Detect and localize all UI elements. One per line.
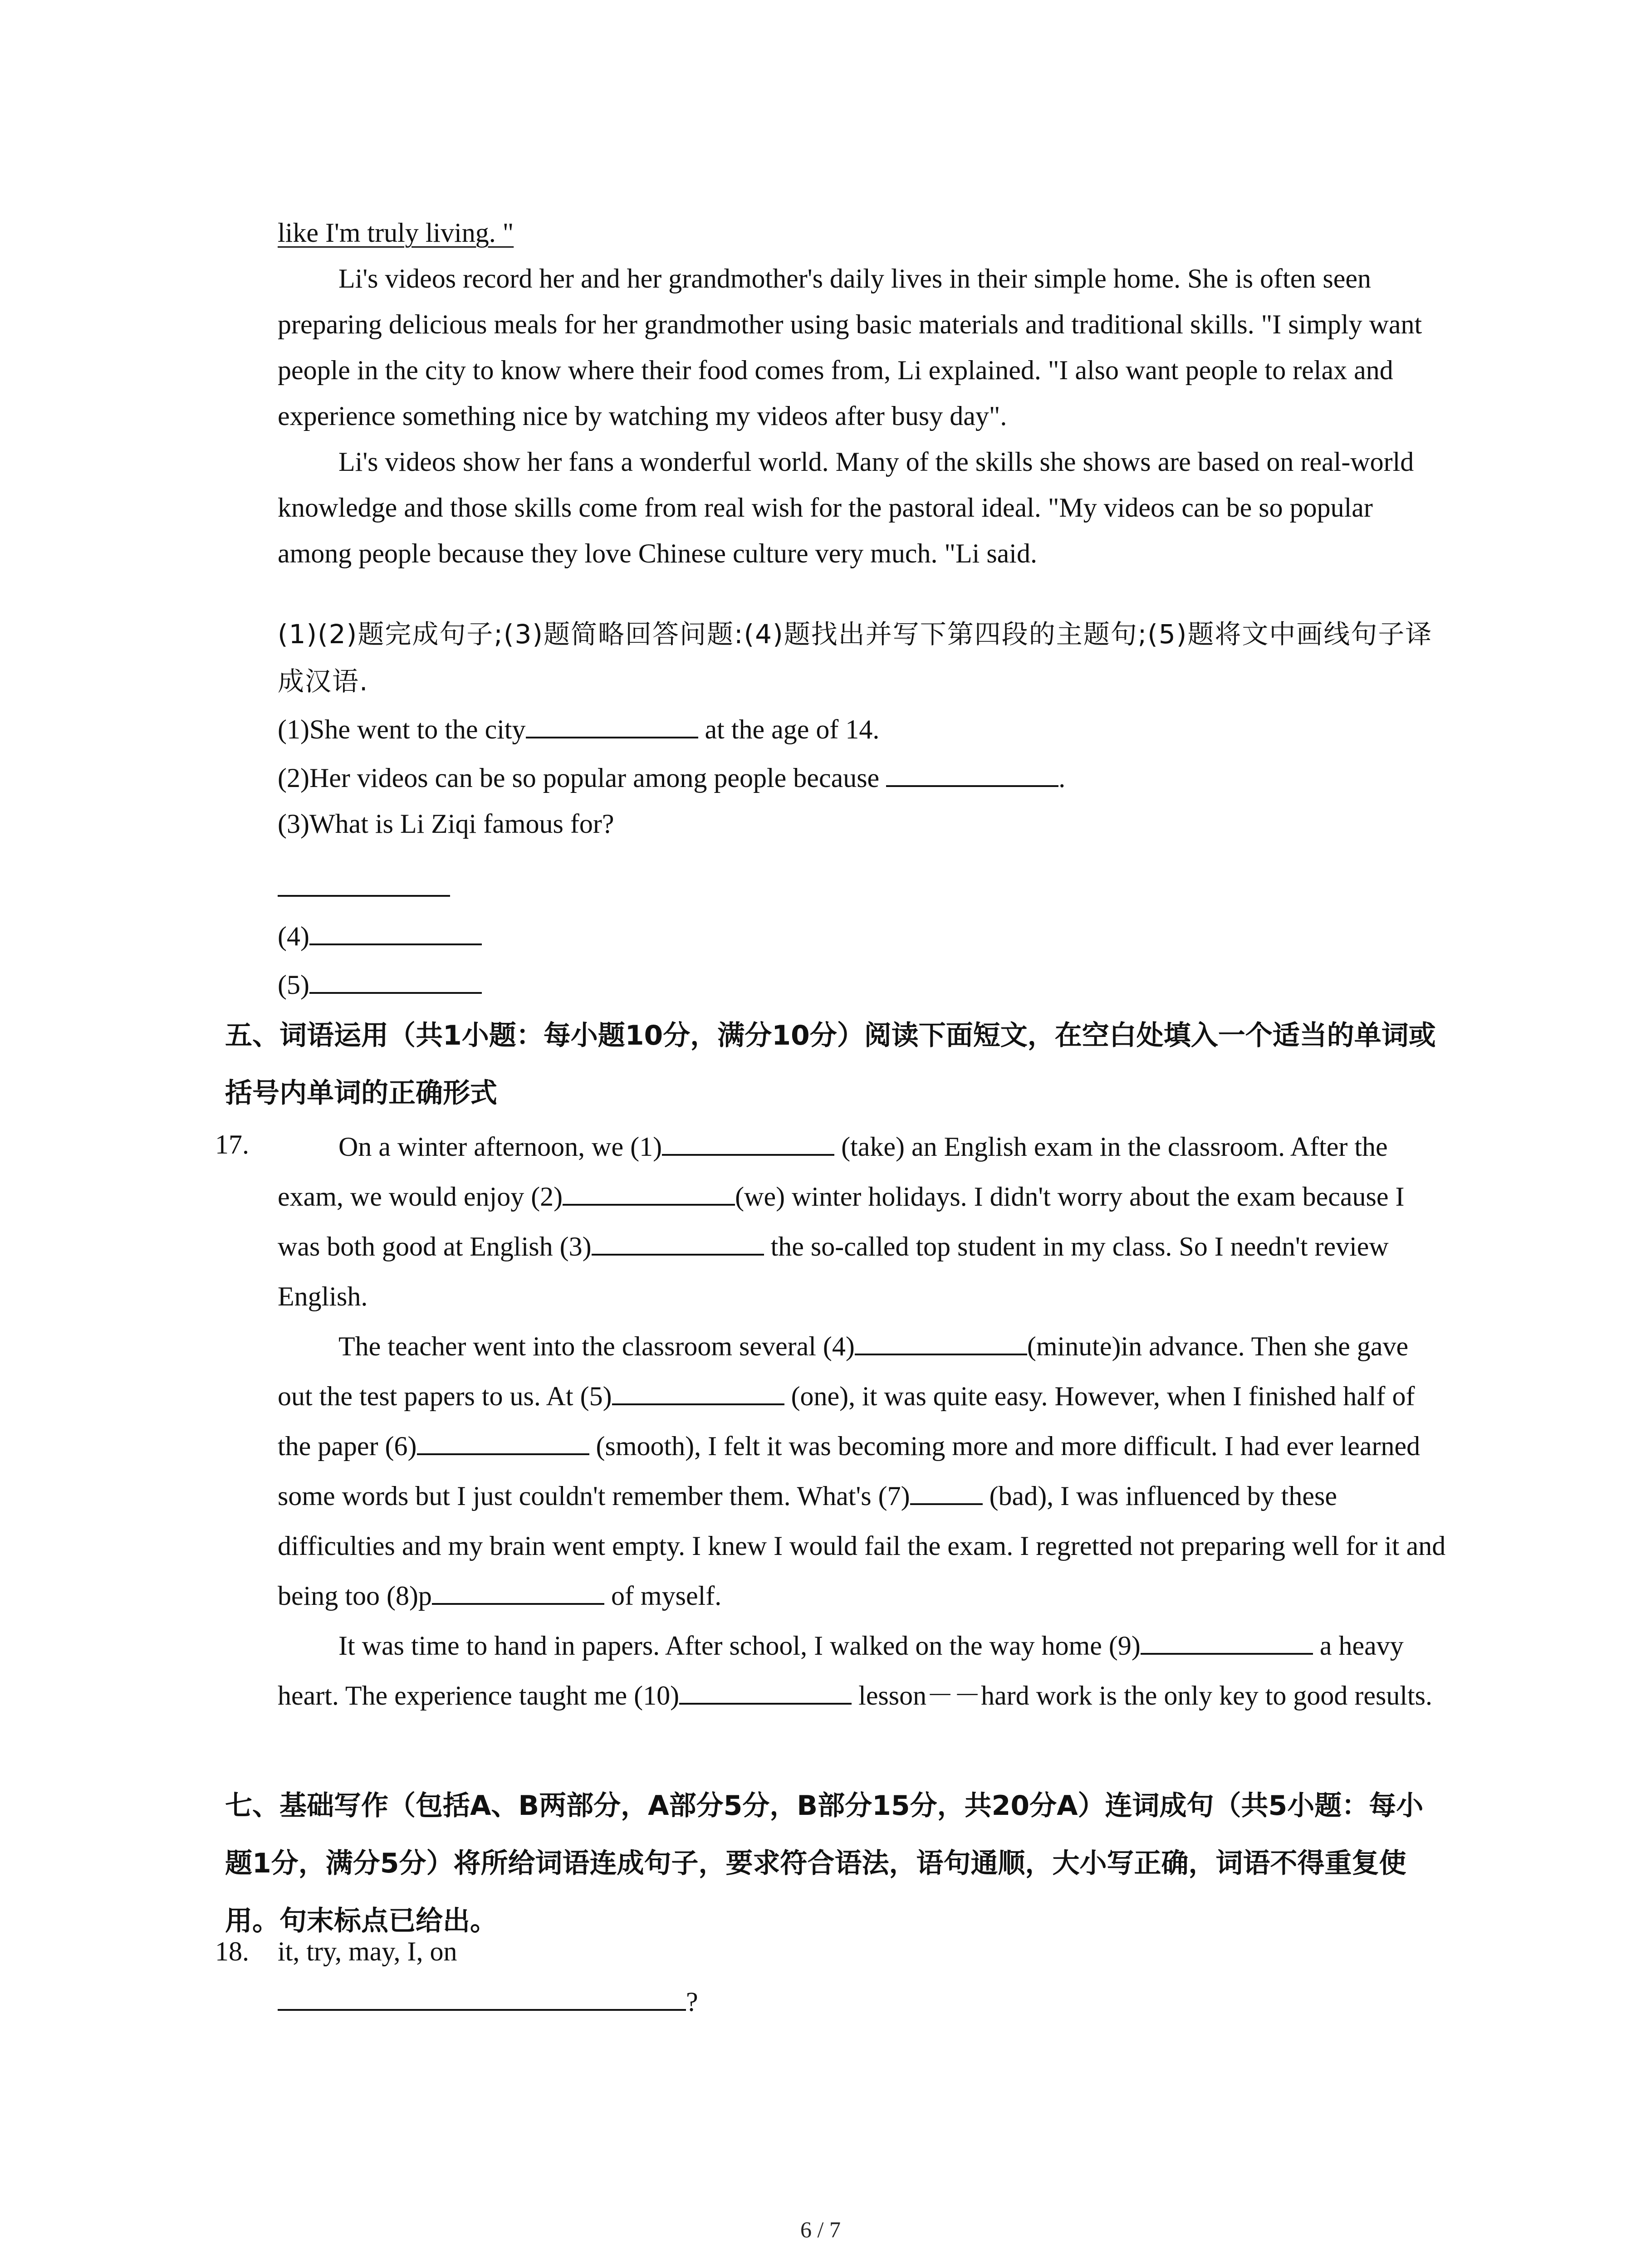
question-number: 18. bbox=[215, 1936, 249, 1966]
answer-blank-8[interactable] bbox=[432, 1577, 604, 1605]
answer-blank[interactable] bbox=[526, 710, 698, 738]
section-7-heading-block bbox=[225, 1777, 1450, 1950]
question-instructions: (1)(2)题完成句子;(3)题简略回答问题:(4)题找出并写下第四段的主题句;(5)题将文中画线句子译成汉语. bbox=[278, 619, 1433, 697]
answer-blank[interactable] bbox=[309, 917, 482, 945]
sub-question-2: (2)Her videos can be so popular among people because . bbox=[278, 755, 1448, 801]
page-number: 6 / 7 bbox=[800, 2217, 841, 2242]
answer-blank-3[interactable] bbox=[592, 1227, 764, 1256]
section-heading: 七、基础写作（包括A、B两部分，A部分5分，B部分15分，共20分A）连词成句（共5小题：每小题1分，满分5分）将所给词语连成句子，要求符合语法，语句通顺，大小写正确，词语不得重复使用。句末标点已给出。 bbox=[225, 1790, 1424, 1937]
answer-blank[interactable] bbox=[309, 966, 482, 994]
underlined-sentence: like I'm truly living. " bbox=[278, 218, 514, 248]
answer-blank[interactable] bbox=[886, 759, 1058, 787]
sub-question-3: (3)What is Li Ziqi famous for? bbox=[278, 809, 614, 839]
question-number: 17. bbox=[215, 1129, 249, 1159]
passage-paragraph: Li's videos record her and her grandmother's daily lives in their simple home. She is often seen preparing delicious meals for her grandmother using basic materials and traditional skills. "I simply want people in the city to know where their food comes from, Li explained. "I also want people to relax and experience something nice by watching my videos after busy day". bbox=[278, 264, 1422, 431]
answer-blank-6[interactable] bbox=[417, 1427, 589, 1455]
section-heading: 五、词语运用（共1小题：每小题10分，满分10分）阅读下面短文，在空白处填入一个适当的单词或括号内单词的正确形式 bbox=[225, 1020, 1436, 1109]
answer-blank-5[interactable] bbox=[612, 1377, 784, 1405]
answer-blank-1[interactable] bbox=[662, 1128, 834, 1156]
cloze-paragraph: The teacher went into the classroom several (4) (minute)in advance. Then she gave out the test papers to us. At (5) (one), it was quite easy. However, when I finished half of the paper (6) (smooth), I felt it was becoming more and more difficult. I had ever learned some words but I just couldn't remember them. What's (7) (bad), I was influenced by these difficulties and my brain went empty. I knew I would fail the exam. I regretted not preparing well for it and being too (8)p of myself. bbox=[278, 1321, 1448, 1621]
sub-question-1: (1)She went to the city at the age of 14. bbox=[278, 707, 1448, 753]
answer-blank-2[interactable] bbox=[563, 1178, 735, 1206]
answer-blank-9[interactable] bbox=[1141, 1627, 1313, 1655]
reading-passage bbox=[278, 210, 1448, 577]
question-17 bbox=[215, 1122, 1448, 1721]
answer-line[interactable] bbox=[278, 1983, 686, 2011]
cloze-paragraph: On a winter afternoon, we (1) (take) an English exam in the classroom. After the exam, we would enjoy (2) (we) winter holidays. I didn't worry about the exam because I was both good at English (3) the so-called top student in my class. So I needn't review English. bbox=[278, 1122, 1448, 1321]
question-18 bbox=[215, 1929, 1448, 2025]
sub-question-5: (5) bbox=[278, 962, 1448, 1008]
cloze-paragraph: It was time to hand in papers. After school, I walked on the way home (9) a heavy heart. The experience taught me (10) lesson－－hard work is the only key to good results. bbox=[278, 1621, 1448, 1721]
answer-blank-10[interactable] bbox=[679, 1677, 852, 1705]
word-list: it, try, may, I, on bbox=[278, 1936, 457, 1966]
section-5-heading-block bbox=[225, 1007, 1450, 1122]
passage-paragraph: Li's videos show her fans a wonderful world. Many of the skills she shows are based on real-world knowledge and those skills come from real wish for the pastoral ideal. "My videos can be so popular among people because they love Chinese culture very much. "Li said. bbox=[278, 447, 1414, 568]
answer-blank-4[interactable] bbox=[855, 1327, 1027, 1355]
answer-blank[interactable] bbox=[278, 869, 450, 897]
question-16-block bbox=[278, 611, 1448, 1008]
answer-blank-7[interactable] bbox=[910, 1477, 983, 1505]
end-punctuation: ? bbox=[686, 1987, 698, 2017]
sub-question-4: (4) bbox=[278, 914, 1448, 959]
